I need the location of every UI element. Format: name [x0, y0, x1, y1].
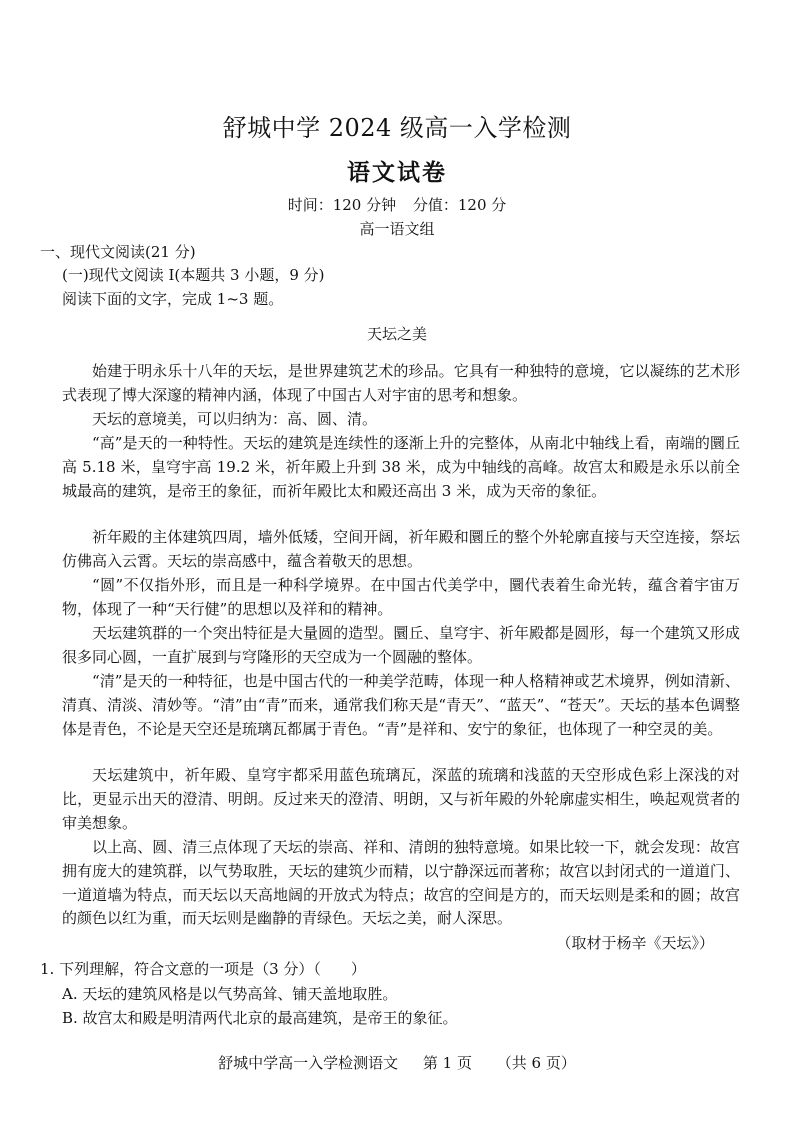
article-title: 天坛之美: [366, 325, 427, 343]
exam-score: 分值：120 分: [412, 196, 507, 214]
article-paragraph: “高”是天的一种特性。天坛的建筑是连续性的逐渐上升的完整体，从南北中轴线上看，南端的圜丘高 5.18 米，皇穹宇高 19.2 米，祈年殿上升到 38 米，成为中轴线的高峰。故宫太和殿是永乐以前全城最高的建筑，是帝王的象征，而祈年殿比太和殿还高出 3 米，成为天帝的象征。: [62, 434, 740, 500]
article-paragraph: 天坛的意境美，可以归纳为：高、圆、清。: [92, 410, 378, 428]
article-source: （取材于杨辛《天坛》）: [556, 934, 714, 952]
sub-section-heading: (一)现代文阅读 I(本题共 3 小题，9 分): [62, 266, 325, 284]
article-paragraph: 天坛建筑群的一个突出特征是大量圆的造型。圜丘、皇穹宇、祈年殿都是圆形，每一个建筑又形成很多同心圆，一直扩展到与穹隆形的天空成为一个圆融的整体。: [62, 624, 740, 666]
page-footer: [0, 1052, 794, 1073]
exam-subtitle: 语文试卷: [347, 159, 447, 186]
article-paragraph: 祈年殿的主体建筑四周，墙外低矮，空间开阔，祈年殿和圜丘的整个外轮廓直接与天空连接，祭坛仿佛高入云霄。天坛的崇高感中，蕴含着敬天的思想。: [62, 528, 740, 570]
article-paragraph: “清”是天的一种特征，也是中国古代的一种美学范畴，体现一种人格精神或艺术境界，例如清新、清真、清淡、清妙等。“清”由“青”而来，通常我们称天是“青天”、“蓝天”、“苍天”。天坛的基本色调整体是青色，不论是天空还是琉璃瓦都属于青色。“青”是祥和、安宁的象征，也体现了一种空灵的美。: [62, 672, 740, 738]
reading-instruction: 阅读下面的文字，完成 1~3 题。: [62, 290, 284, 308]
article-paragraph: 以上高、圆、清三点体现了天坛的崇高、祥和、清朗的独特意境。如果比较一下，就会发现：故宫拥有庞大的建筑群，以气势取胜，天坛的建筑少而精，以宁静深远而著称；故宫以封闭式的一道道门、一道道墙为特点，而天坛以天高地阔的开放式为特点；故宫的空间是方的，而天坛则是柔和的圆；故宫的颜色以红为重，而天坛则是幽静的青绿色。天坛之美，耐人深思。: [62, 838, 740, 928]
section-heading: 一、现代文阅读(21 分): [40, 243, 196, 261]
footer-page-number: 第 1 页: [422, 1054, 472, 1072]
exam-meta: [0, 194, 794, 215]
option-a: A. 天坛的建筑风格是以气势高耸、铺天盖地取胜。: [62, 985, 398, 1003]
exam-group: 高一语文组: [359, 220, 435, 238]
exam-time: 时间：120 分钟: [287, 196, 397, 214]
article-paragraph: 始建于明永乐十八年的天坛，是世界建筑艺术的珍品。它具有一种独特的意境，它以凝练的艺术形式表现了博大深邃的精神内涵，体现了中国古人对宇宙的思考和想象。: [62, 362, 740, 404]
question-stem: 1. 下列理解，符合文意的一项是（3 分）（ ）: [40, 960, 366, 978]
exam-title: 舒城中学 2024 级高一入学检测: [222, 114, 572, 142]
footer-total-pages: （共 6 页）: [496, 1054, 576, 1072]
article-paragraph: “圆”不仅指外形，而且是一种科学境界。在中国古代美学中，圜代表着生命光转，蕴含着宇宙万物，体现了一种“天行健”的思想以及祥和的精神。: [62, 576, 740, 618]
option-b: B. 故宫太和殿是明清两代北京的最高建筑，是帝王的象征。: [62, 1009, 458, 1027]
article-paragraph: 天坛建筑中，祈年殿、皇穹宇都采用蓝色琉璃瓦，深蓝的琉璃和浅蓝的天空形成色彩上深浅的对比，更显示出天的澄清、明朗。反过来天的澄清、明朗，又与祈年殿的外轮廓虚实相生，唤起观赏者的审美想象。: [62, 766, 740, 832]
footer-exam-name: 舒城中学高一入学检测语文: [218, 1054, 399, 1072]
